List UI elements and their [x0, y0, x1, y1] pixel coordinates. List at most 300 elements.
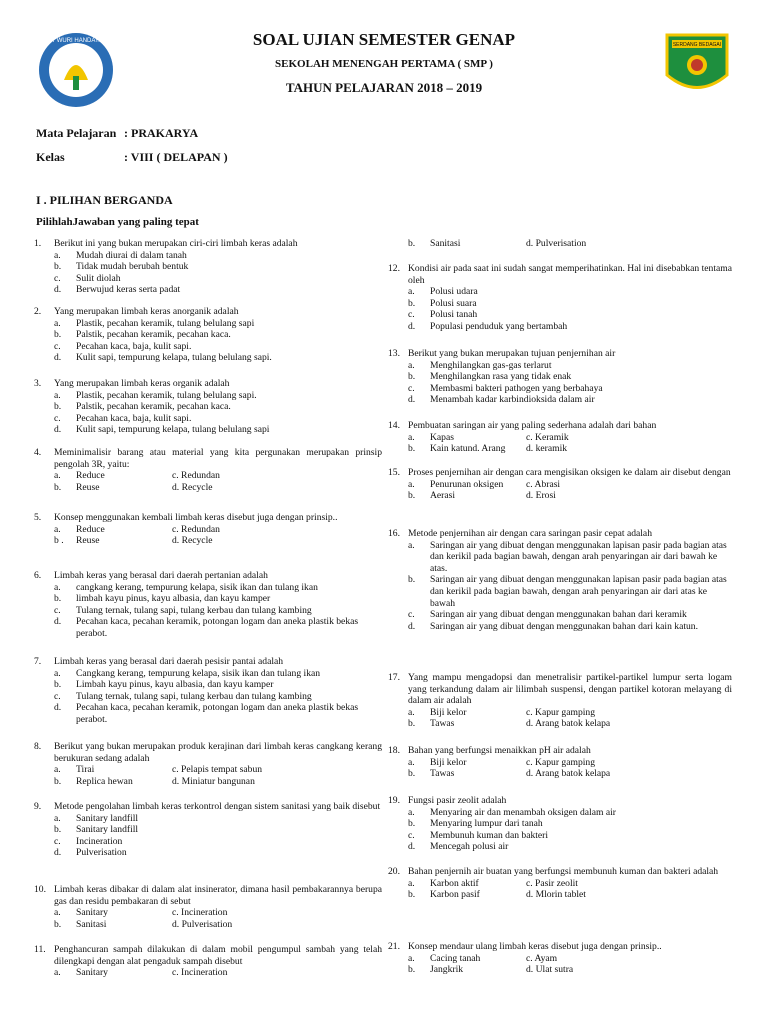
option-text: Kulit sapi, tempurung kelapa, tulang belulang sapi. — [76, 352, 272, 364]
answer-option: d. keramik — [526, 443, 568, 455]
option-letter: c. — [54, 835, 61, 847]
answer-option-row — [388, 707, 732, 719]
answer-option — [34, 250, 382, 262]
question-number: 1. — [34, 238, 42, 249]
option-text: Pecahan kaca, pecahan keramik, potongan logam dan aneka plastik bekas perabot. — [76, 702, 359, 725]
answer-option: c. Incineration — [172, 967, 228, 979]
question-item — [388, 795, 732, 853]
question-stem — [34, 656, 382, 668]
answer-option — [34, 582, 382, 594]
answer-option — [388, 609, 732, 621]
option-letter: b. — [54, 824, 62, 836]
answer-option — [388, 394, 732, 406]
option-text: Penurunan oksigen — [430, 478, 504, 490]
question-item — [34, 656, 382, 726]
question-number: 17. — [388, 672, 400, 683]
question-stem — [388, 467, 732, 479]
option-letter: b. — [54, 261, 62, 273]
option-letter: d. — [54, 284, 62, 296]
answer-option — [388, 360, 732, 372]
answer-option — [54, 524, 172, 536]
answer-option: c. Abrasi — [526, 478, 561, 490]
answer-option — [34, 616, 382, 639]
answer-option: d. Arang batok kelapa — [526, 768, 611, 780]
answer-option — [388, 540, 732, 575]
answer-option: c. Incineration — [172, 907, 228, 919]
question-item — [388, 672, 732, 730]
answer-option — [34, 702, 382, 725]
question-number: 12. — [388, 263, 400, 274]
subject-label: Mata Pelajaran — [36, 126, 117, 140]
answer-option — [408, 878, 526, 890]
option-text: Kapas — [430, 431, 454, 443]
answer-option-row — [34, 907, 382, 919]
option-letter: a. — [54, 389, 61, 401]
answer-option — [388, 309, 732, 321]
option-text: Kulit sapi, tempurung kelapa, tulang belulang sapi — [76, 424, 270, 436]
question-number: 5. — [34, 512, 42, 523]
option-text: Tidak mudah berubah bentuk — [76, 261, 189, 273]
question-item — [34, 378, 382, 436]
answer-option-row — [388, 953, 732, 965]
option-letter: a. — [408, 359, 415, 371]
answer-option-row — [388, 718, 732, 730]
option-text: Karbon aktif — [430, 877, 479, 889]
logo-right-text: SERDANG BEDAGAI — [672, 42, 722, 48]
answer-option — [388, 830, 732, 842]
option-letter: a. — [54, 667, 61, 679]
option-text: Mudah diurai di dalam tanah — [76, 249, 187, 261]
option-text: Sanitary landfill — [76, 824, 139, 836]
option-text: limbah kayu pinus, kayu albasia, dan kayu kamper — [76, 593, 271, 605]
option-letter: b. — [54, 329, 62, 341]
option-text: Sulit diolah — [76, 272, 121, 284]
option-letter: b. — [408, 889, 416, 901]
class-value: : VIII ( DELAPAN ) — [124, 150, 228, 164]
question-number: 3. — [34, 378, 42, 389]
answer-option: c. Kapur gamping — [526, 756, 596, 768]
exam-title: SOAL UJIAN SEMESTER GENAP — [252, 30, 516, 49]
question-stem — [34, 378, 382, 390]
answer-option: d. Miniatur bangunan — [172, 775, 255, 787]
option-letter: a. — [54, 470, 61, 482]
question-item — [388, 745, 732, 780]
question-stem — [34, 944, 382, 967]
answer-option — [408, 757, 526, 769]
option-text: Reduce — [76, 523, 105, 535]
question-number: 16. — [388, 528, 400, 539]
answer-option — [34, 593, 382, 605]
answer-option — [34, 352, 382, 364]
option-letter: b. — [54, 481, 62, 493]
option-text: Membasmi bakteri pathogen yang berbahaya — [430, 382, 603, 394]
option-text: Polusi udara — [430, 286, 478, 298]
answer-option-row — [388, 479, 732, 491]
question-stem — [34, 238, 382, 250]
option-text: Sanitasi — [76, 918, 107, 930]
answer-option-row — [34, 535, 382, 547]
question-text: Limbah keras yang berasal dari daerah pesisir pantai adalah — [54, 656, 284, 667]
option-text: Reuse — [76, 535, 100, 547]
question-text: Konsep menggunakan kembali limbah keras disebut juga dengan prinsip.. — [54, 512, 338, 523]
option-letter: b. — [408, 964, 416, 976]
question-text: Limbah keras yang berasal dari daerah pertanian adalah — [54, 570, 268, 581]
question-number: 21. — [388, 941, 400, 952]
option-letter: a. — [54, 907, 61, 919]
option-text: Pecahan kaca, pecahan keramik, potongan logam dan aneka plastik bekas perabot. — [76, 616, 359, 639]
option-text: Saringan air yang dibuat dengan menggunakan bahan dari kain katun. — [430, 620, 699, 632]
option-text: Berwujud keras serta padat — [76, 284, 181, 296]
question-text: Yang merupakan limbah keras organik adalah — [54, 378, 230, 389]
answer-option — [54, 535, 172, 547]
answer-option: d. Pulverisation — [172, 918, 233, 930]
answer-option — [388, 371, 732, 383]
answer-option — [408, 768, 526, 780]
question-item — [34, 944, 382, 979]
answer-option — [388, 621, 732, 633]
option-text: Biji kelor — [430, 706, 467, 718]
question-number: 9. — [34, 801, 42, 812]
option-text: Saringan air yang dibuat dengan menggunakan lapisan pasir pada bagian atas dan kerikil pada bagian bawah, dengan arah penyaringan air dari atas ke bawah — [430, 574, 727, 609]
question-stem — [388, 941, 732, 953]
question-stem — [388, 795, 732, 807]
answer-option — [34, 847, 382, 859]
option-text: Reduce — [76, 470, 105, 482]
answer-option-row — [34, 919, 382, 931]
option-text: Membunuh kuman dan bakteri — [430, 829, 549, 841]
question-number: 13. — [388, 348, 400, 359]
option-text: Tawas — [430, 718, 455, 730]
question-text: Berikut yang bukan merupakan tujuan penjernihan air — [408, 348, 616, 359]
question-item — [388, 941, 732, 976]
question-text: Bahan penjernih air buatan yang berfungsi membunuh kuman dan bakteri adalah — [408, 866, 719, 877]
answer-option — [388, 321, 732, 333]
question-item — [388, 263, 732, 333]
option-text: Tawas — [430, 768, 455, 780]
answer-option — [54, 470, 172, 482]
answer-option — [34, 261, 382, 273]
option-letter: a. — [408, 877, 415, 889]
question-number: 8. — [34, 741, 42, 752]
question-text: Proses penjernihan air dengan cara mengisikan oksigen ke dalam air disebut dengan — [408, 467, 731, 478]
option-text: Cangkang kerang, tempurung kelapa, sisik ikan dan tulang ikan — [76, 667, 321, 679]
option-letter: c. — [408, 829, 415, 841]
question-item — [388, 866, 732, 901]
answer-option — [54, 764, 172, 776]
option-text: Saringan air yang dibuat dengan menggunakan lapisan pasir pada bagian atas dan kerikil pada bagian bawah, dengan arah penyaringan air dari bawah ke atas. — [430, 539, 727, 574]
option-letter: b. — [408, 574, 416, 586]
question-text: Fungsi pasir zeolit adalah — [408, 795, 507, 806]
question-text: Meminimalisir barang atau material yang kita pergunakan merupakan prinsip pengolah 3R, yaitu: — [54, 447, 382, 470]
question-item — [388, 238, 732, 250]
answer-option — [408, 490, 526, 502]
option-letter: c. — [408, 309, 415, 321]
option-text: Kain katund. Arang — [430, 443, 506, 455]
option-letter: d. — [54, 424, 62, 436]
option-letter: a. — [54, 812, 61, 824]
question-text: Metode penjernihan air dengan cara saringan pasir cepat adalah — [408, 528, 652, 539]
question-stem — [34, 447, 382, 470]
option-letter: b. — [408, 371, 416, 383]
question-item — [34, 741, 382, 787]
subject-row — [36, 126, 198, 141]
answer-option — [54, 967, 172, 979]
answer-option — [408, 718, 526, 730]
question-text: Metode pengolahan limbah keras terkontrol dengan sistem sanitasi yang baik disebut — [54, 801, 381, 812]
answer-option — [34, 824, 382, 836]
answer-option: d. Pulverisation — [526, 238, 587, 249]
answer-option — [388, 383, 732, 395]
question-item — [34, 884, 382, 930]
question-stem — [388, 348, 732, 360]
option-text: Sanitary — [76, 907, 108, 919]
question-stem — [388, 528, 732, 540]
option-letter: d. — [408, 620, 416, 632]
answer-option: c. Pasir zeolit — [526, 877, 578, 889]
option-text: Pulverisation — [76, 847, 127, 859]
question-stem — [388, 672, 732, 707]
option-letter: b. — [54, 679, 62, 691]
option-letter: c. — [54, 340, 61, 352]
option-text: Pecahan kaca, baja, kulit sapi. — [76, 412, 192, 424]
question-number: 18. — [388, 745, 400, 756]
option-text: Polusi tanah — [430, 309, 478, 321]
question-item — [388, 528, 732, 632]
question-item — [388, 348, 732, 406]
option-letter: a. — [54, 967, 61, 979]
answer-option: c. Keramik — [526, 431, 569, 443]
answer-option — [408, 889, 526, 901]
question-item — [388, 467, 732, 502]
question-stem — [388, 866, 732, 878]
option-letter: a. — [408, 286, 415, 298]
option-letter: b. — [408, 718, 416, 730]
option-text: Tirai — [76, 764, 95, 776]
option-letter: a. — [54, 523, 61, 535]
question-text: Yang merupakan limbah keras anorganik adalah — [54, 306, 239, 317]
option-letter: b. — [408, 238, 416, 249]
question-number: 19. — [388, 795, 400, 806]
question-number: 20. — [388, 866, 400, 877]
answer-option — [34, 341, 382, 353]
question-item — [34, 306, 382, 364]
answer-option-row — [388, 757, 732, 769]
answer-option-row — [34, 524, 382, 536]
option-text: Jangkrik — [430, 964, 464, 976]
answer-option — [388, 286, 732, 298]
option-letter: d. — [54, 616, 62, 628]
answer-option — [388, 807, 732, 819]
question-text: Konsep mendaur ulang limbah keras disebut juga dengan prinsip.. — [408, 941, 662, 952]
answer-option-row — [388, 878, 732, 890]
option-text: Tulang ternak, tulang sapi, tulang kerbau dan tulang kambing — [76, 604, 312, 616]
option-letter: c. — [54, 272, 61, 284]
answer-option — [34, 605, 382, 617]
answer-option — [34, 836, 382, 848]
question-stem — [34, 570, 382, 582]
question-text: Bahan yang berfungsi menaikkan pH air adalah — [408, 745, 591, 756]
option-text: Polusi suara — [430, 297, 477, 309]
question-text: Berikut ini yang bukan merupakan ciri-ciri limbah keras adalah — [54, 238, 298, 249]
option-text: Sanitary landfill — [76, 812, 139, 824]
question-stem — [34, 512, 382, 524]
answer-option: c. Ayam — [526, 952, 558, 964]
answer-option — [34, 401, 382, 413]
class-label: Kelas — [36, 150, 65, 164]
question-number: 2. — [34, 306, 42, 317]
answer-option — [408, 964, 526, 976]
answer-option: c. Redundan — [172, 470, 220, 482]
question-text: Limbah keras dibakar di dalam alat insinerator, dimana hasil pembakarannya berupa gas dan residu pembakaran di sebut — [54, 884, 382, 907]
question-stem — [34, 741, 382, 764]
school-name: SEKOLAH MENENGAH PERTAMA ( SMP ) — [275, 58, 493, 70]
option-text: Palstik, pecahan keramik, pecahan kaca. — [76, 401, 231, 413]
section-title: I . PILIHAN BERGANDA — [36, 193, 173, 207]
option-text: Aerasi — [430, 490, 456, 502]
question-stem — [388, 263, 732, 286]
question-number: 11. — [34, 944, 46, 955]
option-text: Menghilangkan rasa yang tidak enak — [430, 371, 572, 383]
question-number: 4. — [34, 447, 42, 458]
answer-option-row — [388, 238, 732, 250]
question-stem — [34, 801, 382, 813]
option-letter: b. — [408, 818, 416, 830]
question-item — [34, 801, 382, 859]
option-text: Limbah kayu pinus, kayu albasia, dan kayu kamper — [76, 679, 274, 691]
option-text: Saringan air yang dibuat dengan menggunakan bahan dari keramik — [430, 609, 687, 621]
academic-year: TAHUN PELAJARAN 2018 – 2019 — [285, 80, 483, 95]
answer-option-row — [388, 490, 732, 502]
option-letter: d. — [408, 320, 416, 332]
question-stem — [388, 420, 732, 432]
option-letter: b. — [408, 490, 416, 502]
question-item — [34, 512, 382, 547]
answer-option-row — [388, 768, 732, 780]
option-letter: b. — [408, 768, 416, 780]
question-item — [34, 447, 382, 493]
option-text: Karbon pasif — [430, 889, 480, 901]
option-text: Mencegah polusi air — [430, 841, 509, 853]
option-letter: b. — [408, 297, 416, 309]
answer-option — [408, 479, 526, 491]
option-letter: c. — [54, 690, 61, 702]
answer-option — [408, 707, 526, 719]
option-letter: b. — [408, 443, 416, 455]
option-letter: b. — [54, 401, 62, 413]
answer-option — [34, 668, 382, 680]
option-letter: d. — [54, 847, 62, 859]
answer-option: d. Erosi — [526, 490, 556, 502]
option-letter: c. — [408, 382, 415, 394]
answer-option — [408, 238, 526, 250]
option-letter: a. — [54, 249, 61, 261]
answer-option-row — [34, 482, 382, 494]
question-number: 15. — [388, 467, 400, 478]
answer-option — [408, 432, 526, 444]
question-text: Kondisi air pada saat ini sudah sangat memperihatinkan. Hal ini disebabkan tentama oleh — [408, 263, 732, 286]
answer-option — [34, 679, 382, 691]
question-stem — [388, 745, 732, 757]
answer-option: c. Pelapis tempat sabun — [172, 764, 263, 776]
option-letter: a. — [408, 539, 415, 551]
answer-option-row — [388, 964, 732, 976]
answer-option — [34, 329, 382, 341]
answer-option: c. Redundan — [172, 523, 220, 535]
option-text: Replica hewan — [76, 775, 133, 787]
answer-option — [388, 841, 732, 853]
question-stem — [34, 884, 382, 907]
option-letter: a. — [54, 317, 61, 329]
class-row — [36, 150, 228, 165]
option-letter: a. — [54, 764, 61, 776]
answer-option — [54, 919, 172, 931]
answer-option — [34, 284, 382, 296]
option-text: Menyaring air dan menambah oksigen dalam air — [430, 806, 616, 818]
question-item — [34, 238, 382, 296]
option-text: Menghilangkan gas-gas terlarut — [430, 359, 552, 371]
question-number: 10. — [34, 884, 46, 895]
question-stem — [34, 306, 382, 318]
option-letter: d. — [54, 702, 62, 714]
answer-option: d. Recycle — [172, 481, 213, 493]
question-item — [34, 570, 382, 640]
answer-option — [54, 482, 172, 494]
option-letter: d. — [54, 352, 62, 364]
question-number: 7. — [34, 656, 42, 667]
option-letter: b. — [54, 775, 62, 787]
answer-option — [408, 953, 526, 965]
question-text: Yang mampu mengadopsi dan menetralisir partikel-partikel lumpur serta logam yang terkandung dalam air lilimbah suspensi, dengan partikel kotoran melayang di dalam air adalah — [408, 672, 732, 707]
answer-option — [388, 298, 732, 310]
option-text: Biji kelor — [430, 756, 467, 768]
answer-option-row — [388, 443, 732, 455]
option-text: Plastik, pecahan keramik, tulang belulang sapi — [76, 317, 255, 329]
answer-option: c. Kapur gamping — [526, 706, 596, 718]
answer-option — [54, 907, 172, 919]
answer-option — [34, 273, 382, 285]
question-text: Pembuatan saringan air yang paling sederhana adalah dari bahan — [408, 420, 657, 431]
option-letter: a. — [408, 756, 415, 768]
option-text: Populasi penduduk yang bertambah — [430, 320, 568, 332]
option-letter: a. — [408, 431, 415, 443]
question-item — [388, 420, 732, 455]
question-number: 14. — [388, 420, 400, 431]
answer-option — [388, 818, 732, 830]
option-letter: c. — [54, 412, 61, 424]
option-text: Menyaring lumpur dari tanah — [430, 818, 543, 830]
subject-value: : PRAKARYA — [124, 126, 199, 140]
answer-option-row — [34, 776, 382, 788]
option-letter: a. — [408, 706, 415, 718]
answer-option: d. Mlorin tablet — [526, 889, 586, 901]
answer-option: d. Recycle — [172, 535, 213, 547]
option-letter: d. — [408, 841, 416, 853]
answer-option: d. Ulat sutra — [526, 964, 574, 976]
answer-option — [34, 390, 382, 402]
option-text: Incineration — [76, 835, 123, 847]
answer-option — [34, 318, 382, 330]
answer-option: d. Arang batok kelapa — [526, 718, 611, 730]
option-text: Sanitasi — [430, 238, 461, 249]
answer-option-row — [388, 889, 732, 901]
option-letter: b . — [54, 535, 64, 547]
option-letter: b. — [54, 918, 62, 930]
answer-option — [34, 813, 382, 825]
answer-option-row — [34, 470, 382, 482]
option-text: Sanitary — [76, 967, 108, 979]
answer-option — [54, 776, 172, 788]
option-text: Tulang ternak, tulang sapi, tulang kerbau dan tulang kambing — [76, 690, 312, 702]
